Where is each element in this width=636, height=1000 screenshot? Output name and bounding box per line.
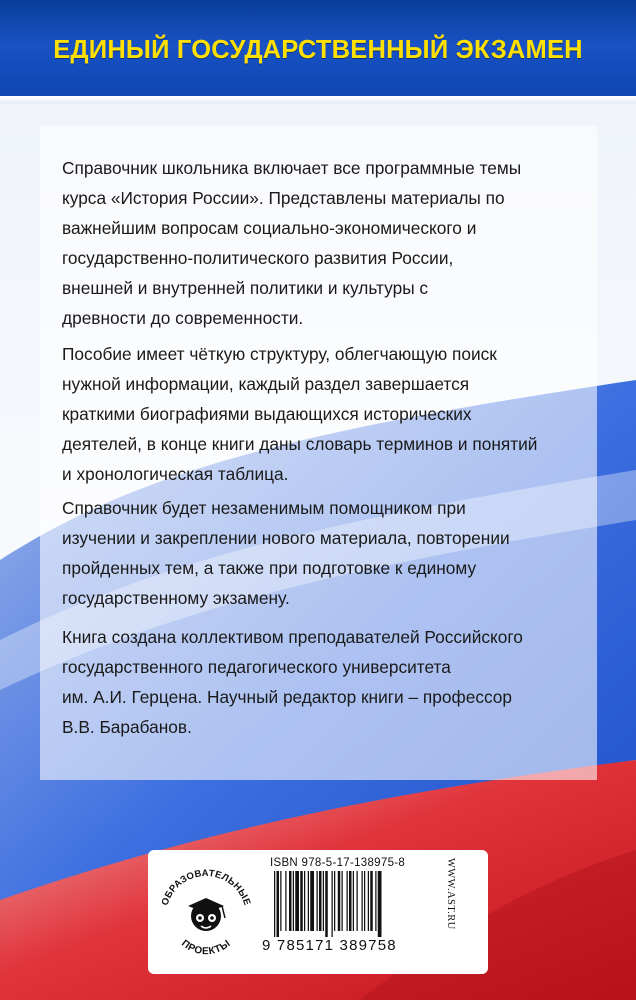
barcode-bar	[319, 871, 322, 931]
barcode-bar	[332, 871, 333, 937]
paragraph-line: пройденных тем, а также при подготовке к единому	[62, 558, 477, 578]
isbn-barcode	[272, 871, 424, 937]
barcode-bar	[362, 871, 363, 931]
barcode-bar	[308, 871, 309, 931]
paragraph-line: курса «История России». Представлены материалы по	[62, 188, 505, 208]
website-text: WWW.AST.RU	[445, 858, 456, 930]
barcode-bar	[274, 871, 275, 937]
barcode-bar	[349, 871, 352, 931]
barcode-bar	[277, 871, 280, 937]
barcode-bar	[353, 871, 354, 931]
paragraph-line: и хронологическая таблица.	[62, 464, 289, 484]
paragraph-line: Пособие имеет чёткую структуру, облегчающую поиск	[62, 344, 497, 364]
barcode-bar	[334, 871, 335, 931]
barcode-bar	[325, 871, 328, 937]
paragraph-line: нужной информации, каждый раздел завершается	[62, 374, 470, 394]
barcode-bar	[323, 871, 324, 931]
paragraph-4	[62, 622, 552, 742]
barcode-bar	[342, 871, 343, 931]
graduate-cat-icon	[188, 898, 225, 931]
barcode-bar	[295, 871, 299, 931]
paragraph-line: В.В. Барабанов.	[62, 717, 192, 737]
barcode-bar	[364, 871, 365, 931]
barcode-bar	[289, 871, 292, 931]
barcode-bar	[357, 871, 358, 931]
paragraph-line: важнейшим вопросам социально-экономического и	[62, 218, 477, 238]
barcode-bar	[317, 871, 318, 931]
barcode-bar	[378, 871, 382, 937]
barcode-bar	[338, 871, 341, 931]
barcode-bar	[300, 871, 303, 931]
barcode-bar	[280, 871, 281, 931]
paragraph-line: Справочник будет незаменимым помощником при	[62, 498, 466, 518]
logo-bottom-text: ПРОЕКТЫ	[179, 937, 233, 958]
paragraph-line: им. А.И. Герцена. Научный редактор книги – профессор	[62, 687, 513, 707]
barcode-bar	[370, 871, 373, 931]
paragraph-line: деятелей, в конце книги даны словарь терминов и понятий	[62, 434, 538, 454]
paragraph-line: краткими биографиями выдающихся исторических	[62, 404, 472, 424]
barcode-bar	[304, 871, 305, 931]
barcode-bar	[375, 871, 376, 931]
svg-text:ПРОЕКТЫ	[179, 938, 233, 957]
paragraph-line: древности до современности.	[62, 308, 304, 328]
paragraph-line: Справочник школьника включает все программные темы	[62, 158, 522, 178]
header-stripe	[0, 96, 636, 104]
publisher-logo	[152, 856, 260, 968]
paragraph-line: государственного педагогического университета	[62, 657, 451, 677]
paragraph-2	[62, 339, 552, 489]
barcode-bar	[293, 871, 294, 931]
barcode-bar	[368, 871, 369, 931]
barcode-bar	[347, 871, 348, 931]
isbn-label: ISBN 978-5-17-138975-8	[270, 857, 406, 869]
paragraph-line: Книга создана коллективом преподавателей Российского	[62, 627, 523, 647]
paragraph-line: государственно-политического развития России,	[62, 248, 454, 268]
barcode-bar	[310, 871, 314, 931]
barcode-digits: 9 785171 389758	[262, 937, 397, 954]
logo-top-text: ОБРАЗОВАТЕЛЬНЫЕ	[159, 867, 253, 908]
paragraph-3	[62, 493, 552, 613]
website-label	[436, 858, 476, 966]
paragraph-line: государственному экзамену.	[62, 588, 290, 608]
paragraph-line: внешней и внутренней политики и культуры с	[62, 278, 429, 298]
paragraph-1	[62, 153, 552, 333]
series-title: ЕДИНЫЙ ГОСУДАРСТВЕННЫЙ ЭКЗАМЕН	[53, 36, 583, 64]
barcode-bar	[285, 871, 286, 931]
paragraph-line: изучении и закреплении нового материала, повторении	[62, 528, 510, 548]
